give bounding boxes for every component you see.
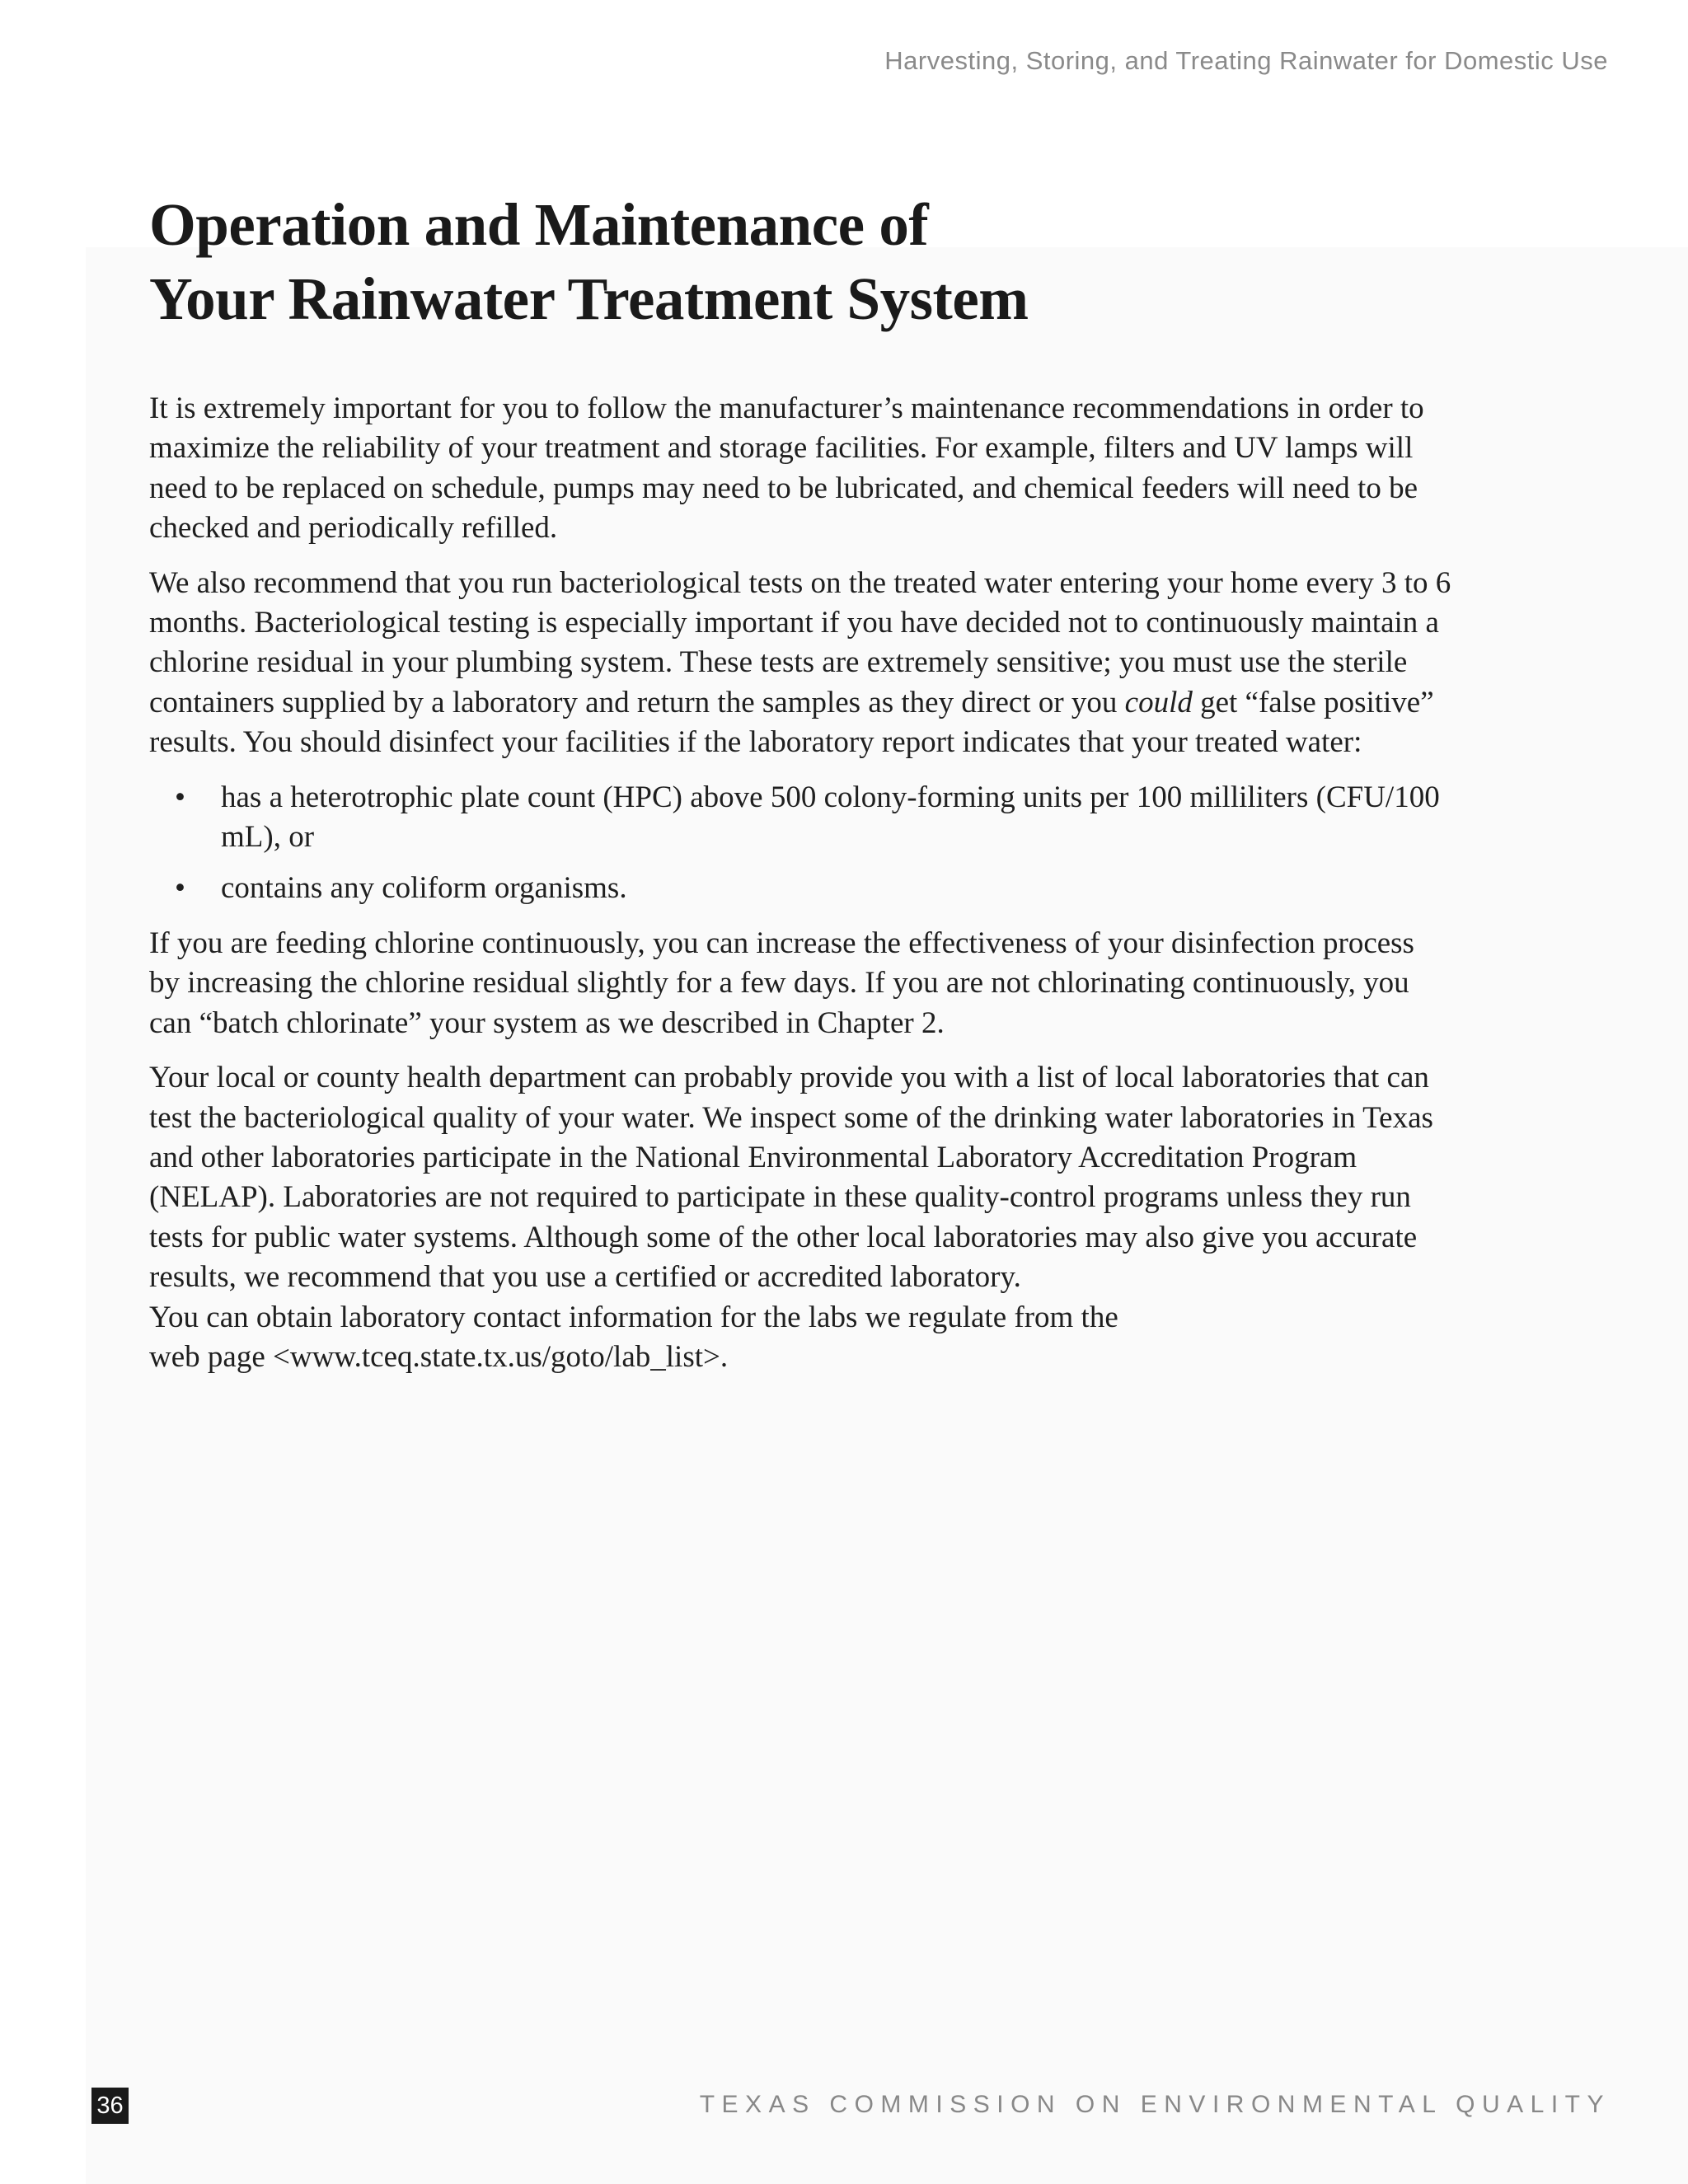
- paragraph-chlorination: If you are feeding chlorine continuously, you can increase the effectiveness of your disinfection process by increasing the chlorine residual slightly for a few days. If you are not chlorinating continuously, you can “batch chlorinate” your system as we described in Chapter 2.: [149, 926, 1414, 1040]
- list-item: [175, 869, 1451, 908]
- paragraph-text: get “false positive” results. You should disinfect your facilities if the laboratory report indicates that your treated water:: [149, 685, 1434, 760]
- paragraph-maintenance: It is extremely important for you to follow the manufacturer’s maintenance recommendations in order to maximize the reliability of your treatment and storage facilities. For example, filters and UV lamps will need to be replaced on schedule, pumps may need to be lubricated, and chemical feeders will need to be checked and periodically refilled.: [149, 391, 1424, 546]
- list-item-text: contains any coliform organisms.: [221, 871, 627, 906]
- page-title-line: Your Rainwater Treatment System: [149, 265, 1029, 332]
- list-item: [175, 778, 1451, 858]
- bullet-icon: •: [175, 871, 185, 906]
- criteria-list: [149, 778, 1451, 909]
- paragraph-text: We also recommend that you run bacteriological tests on the treated water entering your home every 3 to 6 months. Bacteriological testing is especially important if you have decided not to continuously maintain a chlorine residual in your plumbing system. These tests are extremely sensitive; you must use the sterile containers supplied by a laboratory and return the samples as they direct or you: [149, 565, 1451, 719]
- lab-list-link-text: web page <www.tceq.state.tx.us/goto/lab_list>.: [149, 1339, 729, 1374]
- bullet-icon: •: [175, 780, 185, 814]
- paragraph-text: You can obtain laboratory contact information for the labs we regulate from the: [149, 1300, 1118, 1334]
- body-text: [149, 389, 1451, 1377]
- page-number: 36: [91, 2088, 129, 2124]
- emphasis-text: could: [1124, 685, 1193, 719]
- page-title: [149, 188, 1451, 336]
- page-content: [149, 188, 1451, 1392]
- paragraph-text: Your local or county health department can probably provide you with a list of local laboratories that can test the bacteriological quality of your water. We inspect some of the drinking water laboratories in Texas and other laboratories participate in the National Environmental Laboratory Accreditation Program (NELAP). Laboratories are not required to participate in these quality-control programs unless they run tests for public water systems. Although some of the other local laboratories may also give you accurate results, we recommend that you use a certified or accredited laboratory.: [149, 1061, 1433, 1295]
- paragraph-bacteriological-tests: [149, 564, 1451, 763]
- list-item-text: has a heterotrophic plate count (HPC) above 500 colony-forming units per 100 milliliters (CFU/100 mL), or: [221, 780, 1440, 855]
- running-header: Harvesting, Storing, and Treating Rainwater for Domestic Use: [884, 46, 1608, 75]
- running-footer: TEXAS COMMISSION ON ENVIRONMENTAL QUALITY: [699, 2091, 1611, 2118]
- paragraph-laboratories: [149, 1058, 1451, 1377]
- page-title-line: Operation and Maintenance of: [149, 191, 929, 258]
